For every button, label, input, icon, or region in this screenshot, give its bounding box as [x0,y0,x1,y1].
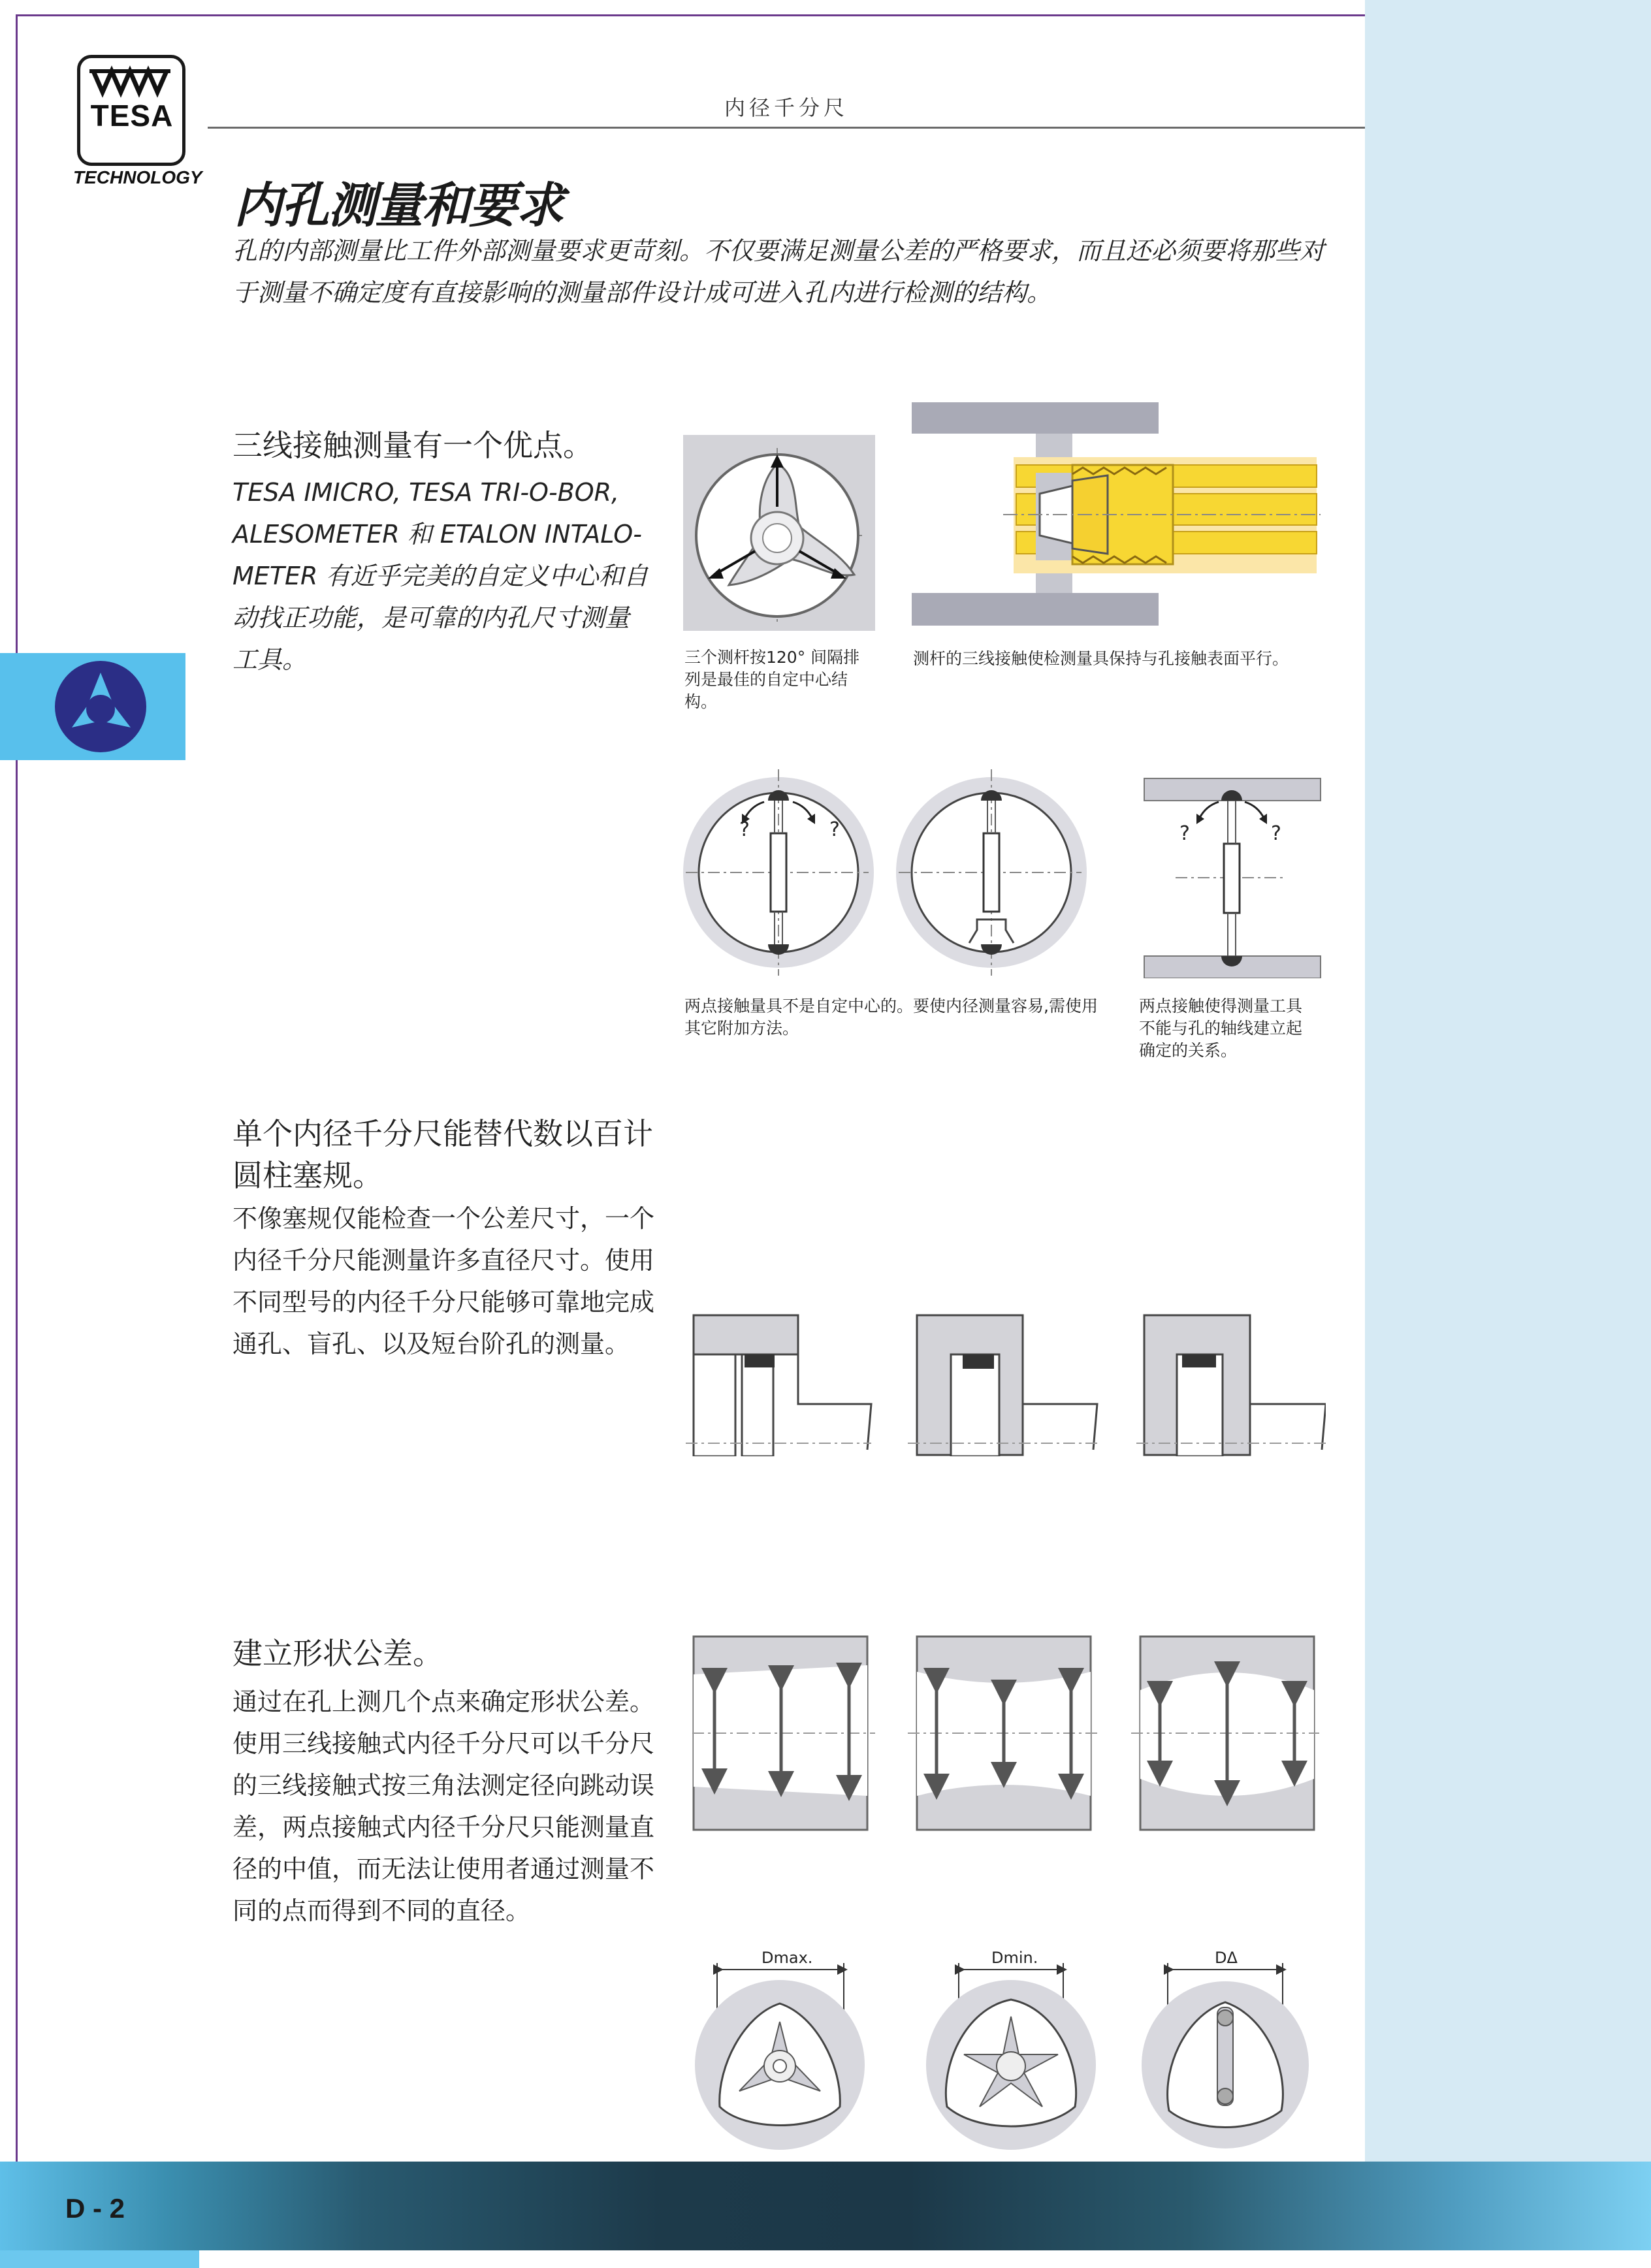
ddelta-label: DΔ [1215,1949,1238,1967]
running-header-title: 内径千分尺 [724,95,848,120]
logo-brand-text: TESA [90,99,174,133]
three-point-head-figure [683,435,875,631]
section-1-body: TESA IMICRO, TESA TRI-O-BOR, ALESOMETER 和 ETALON INTALO-METER 有近乎完美的自定义中心和自动找正功能，是可靠的内孔尺寸测量工具。 [232,478,649,674]
frame-top-rule [16,14,1365,16]
right-margin-band [1365,0,1651,2268]
logo-tagline: TECHNOLOGY [73,167,202,187]
section-3-title: 建立形状公差。 [232,1636,443,1671]
caption-two-point: 两点接触量具不是自定中心的。要使内径测量容易,需使用其它附加方法。 [684,997,1098,1038]
caption-parallel: 测杆的三线接触使检测量具保持与孔接触表面平行。 [913,649,1289,668]
dmax-label: Dmax. [761,1949,813,1967]
section-3-body: 通过在孔上测几个点来确定形状公差。使用三线接触式内径千分尺可以千分尺的三线接触式按三角法测定径向跳动误差，两点接触式内径千分尺只能测量直径的中值，而无法让使用者通过测量不同的点而得到不同的直径。 [232,1687,655,1925]
bore-gauge-head-icon [54,660,148,754]
lobing-diameters-figure [692,1943,1319,2154]
form-tolerance-figure [692,1635,1319,1831]
question-mark-label: ? [1179,822,1190,845]
question-mark-label: ? [739,818,750,841]
caption-two-point-axis: 两点接触使得测量工具不能与孔的轴线建立起确定的关系。 [1139,997,1303,1060]
question-mark-label: ? [829,818,840,841]
footer-band [0,2162,1651,2250]
parallel-contact-figure [912,402,1321,627]
intro-paragraph: 孔的内部测量比工件外部测量要求更苛刻。不仅要满足测量公差的严格要求，而且还必须要将那些对于测量不确定度有直接影响的测量部件设计成可进入孔内进行检测的结构。 [232,236,1325,307]
dmin-label: Dmin. [991,1949,1038,1967]
page-number: D - 2 [65,2193,125,2224]
footer-strip [0,2250,1651,2268]
section-2-title: 单个内径千分尺能替代数以百计圆柱塞规。 [232,1116,653,1193]
caption-three-point: 三个测杆按120° 间隔排列是最佳的自定中心结构。 [684,648,860,711]
question-mark-label: ? [1271,822,1281,845]
section-2-body: 不像塞规仅能检查一个公差尺寸，一个内径千分尺能测量许多直径尺寸。使用不同型号的内径千分尺能够可靠地完成通孔、盲孔、以及短台阶孔的测量。 [232,1204,655,1358]
hole-types-figure [686,1313,1326,1456]
section-1-title: 三线接触测量有一个优点。 [232,428,593,463]
two-point-contact-figure [679,763,1324,978]
frame-left-rule [16,14,18,2163]
footer-strip-accent [0,2250,199,2268]
logo-v-mark-icon [80,63,182,103]
header-rule [208,127,1365,129]
page-title: 内孔测量和要求 [234,178,563,234]
